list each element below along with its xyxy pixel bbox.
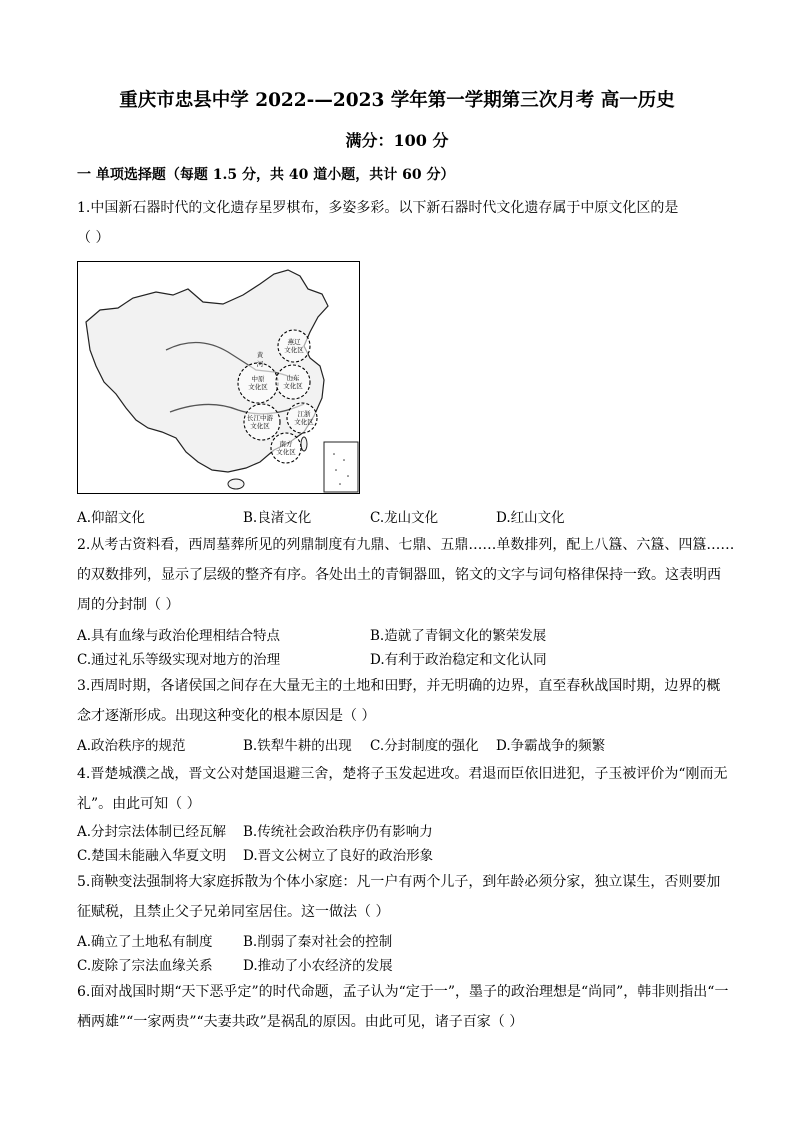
q4-stem-line2: 礼”。由此可知（ ） xyxy=(77,796,201,812)
label-river-1: 黄 xyxy=(256,351,264,359)
q3-option-c[interactable]: C.分封制度的强化 xyxy=(370,738,479,754)
q3-option-d[interactable]: D.争霸战争的频繁 xyxy=(496,738,606,754)
neolithic-culture-map xyxy=(77,261,360,494)
q4-option-a[interactable]: A.分封宗法体制已经瓦解 xyxy=(77,824,227,840)
label-nanfang-1: 南方 xyxy=(279,440,293,448)
label-yanliao-2: 文化区 xyxy=(284,346,304,354)
q4-option-d[interactable]: D.晋文公树立了良好的政治形象 xyxy=(243,848,434,864)
label-shandong-2: 文化区 xyxy=(283,382,303,390)
q4-stem-line1: 4.晋楚城濮之战，晋文公对楚国退避三舍，楚将子玉发起进攻。君退而臣依旧进犯，子玉被评价为“刚而无 xyxy=(77,766,728,782)
label-jianghe-1: 江浙 xyxy=(297,410,311,418)
q5-option-b[interactable]: B.削弱了秦对社会的控制 xyxy=(243,934,393,950)
label-jianghe-2: 文化区 xyxy=(294,418,314,426)
q3-stem-line1: 3.西周时期，各诸侯国之间存在大量无主的土地和田野，并无明确的边界，直至春秋战国时期，边界的概 xyxy=(77,678,721,694)
label-yanliao-1: 燕辽 xyxy=(287,338,301,346)
q3-option-a[interactable]: A.政治秩序的规范 xyxy=(77,738,186,754)
q3-stem-line2: 念才逐渐形成。出现这种变化的根本原因是（ ） xyxy=(77,708,376,724)
q1-stem-line1: 1.中国新石器时代的文化遗存星罗棋布，多姿多彩。以下新石器时代文化遗存属于中原文化区的是 xyxy=(77,200,679,216)
q1-option-a[interactable]: A.仰韶文化 xyxy=(77,510,146,526)
q2-stem-line2: 的双数排列，显示了层级的整齐有序。各处出土的青铜器皿，铭文的文字与词句格律保持一致。这表明西 xyxy=(77,567,721,583)
exam-title: 重庆市忠县中学 2022-—2023 学年第一学期第三次月考 高一历史 xyxy=(119,90,675,111)
south-china-sea-inset xyxy=(324,442,358,492)
label-changjiang-1: 长江中游 xyxy=(247,414,273,422)
q2-option-a[interactable]: A.具有血缘与政治伦理相结合特点 xyxy=(77,628,281,644)
label-changjiang-2: 文化区 xyxy=(250,422,270,430)
q2-stem-line3: 周的分封制（ ） xyxy=(77,597,180,613)
section-heading: 一 单项选择题（每题 1.5 分，共 40 道小题，共计 60 分） xyxy=(77,167,455,183)
q1-option-c[interactable]: C.龙山文化 xyxy=(370,510,439,526)
q5-stem-line2: 征赋税，且禁止父子兄弟同室居住。这一做法（ ） xyxy=(77,904,390,920)
q1-option-d[interactable]: D.红山文化 xyxy=(496,510,565,526)
q4-option-c[interactable]: C.楚国未能融入华夏文明 xyxy=(77,848,227,864)
label-zhongyuan-2: 文化区 xyxy=(248,383,268,391)
q2-option-d[interactable]: D.有利于政治稳定和文化认同 xyxy=(370,652,547,668)
q5-option-c[interactable]: C.废除了宗法血缘关系 xyxy=(77,958,213,974)
q1-stem-line2: （ ） xyxy=(77,230,110,246)
full-score: 满分：100 分 xyxy=(345,131,449,150)
q3-option-b[interactable]: B.铁犁牛耕的出现 xyxy=(243,738,352,754)
q5-option-a[interactable]: A.确立了土地私有制度 xyxy=(77,934,213,950)
label-river-2: 河 xyxy=(256,360,264,368)
q5-option-d[interactable]: D.推动了小农经济的发展 xyxy=(243,958,393,974)
q6-stem-line1: 6.面对战国时期“天下恶乎定”的时代命题，孟子认为“定于一”，墨子的政治理想是“尚同”，韩非则指出“一 xyxy=(77,984,729,1000)
q6-stem-line2: 栖两雄”“一家两贵”“夫妻共政”是祸乱的原因。由此可见，诸子百家（ ） xyxy=(77,1014,524,1030)
label-nanfang-2: 文化区 xyxy=(276,448,296,456)
q2-stem-line1: 2.从考古资料看，西周墓葬所见的列鼎制度有九鼎、七鼎、五鼎……单数排列，配上八簋、六簋、四簋…… xyxy=(77,537,735,553)
q1-option-b[interactable]: B.良渚文化 xyxy=(243,510,312,526)
taiwan-island xyxy=(301,437,307,451)
q4-option-b[interactable]: B.传统社会政治秩序仍有影响力 xyxy=(243,824,433,840)
hainan-island xyxy=(228,479,244,489)
q5-stem-line1: 5.商鞅变法强制将大家庭拆散为个体小家庭：凡一户有两个儿子，到年龄必须分家，独立谋生，否则要加 xyxy=(77,874,721,890)
china-map-figure xyxy=(78,262,359,493)
label-zhongyuan-1: 中原 xyxy=(251,375,265,383)
q2-option-b[interactable]: B.造就了青铜文化的繁荣发展 xyxy=(370,628,547,644)
q2-option-c[interactable]: C.通过礼乐等级实现对地方的治理 xyxy=(77,652,281,668)
label-shandong-1: 山东 xyxy=(286,374,300,382)
